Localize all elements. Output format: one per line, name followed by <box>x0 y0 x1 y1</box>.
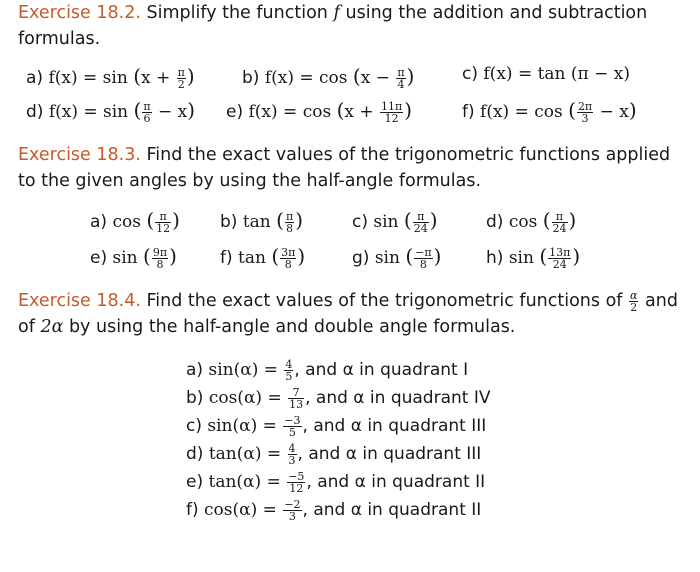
exercise-18-4-list <box>186 356 490 524</box>
list-item <box>186 468 490 496</box>
fraction <box>380 101 403 124</box>
expression-inner: x + <box>344 102 380 122</box>
right-paren: ) <box>429 208 438 232</box>
fraction <box>284 359 293 382</box>
denominator: 12 <box>287 482 305 494</box>
item-tag: f) <box>186 500 205 520</box>
expression: f(x) = tan (π − x) <box>483 64 630 84</box>
right-paren: ) <box>169 244 177 268</box>
item-h <box>486 244 580 270</box>
fraction <box>288 443 297 466</box>
numerator: 7 <box>292 385 300 399</box>
fraction <box>413 211 429 234</box>
right-paren: ) <box>433 244 442 268</box>
denominator: 8 <box>414 258 432 270</box>
fraction <box>142 101 151 124</box>
fraction <box>577 101 593 124</box>
numerator: π <box>285 209 294 223</box>
numerator: π <box>555 209 564 223</box>
expression-inner: x + <box>141 68 176 88</box>
left-paren: ( <box>336 98 345 122</box>
right-paren: ) <box>187 98 196 122</box>
item-tag: a) <box>186 360 209 380</box>
function-name: cos <box>508 212 543 232</box>
denominator: 2 <box>177 77 185 91</box>
item-g <box>352 244 441 270</box>
numerator: 11π <box>381 99 403 113</box>
expression-head: sin(α) = <box>208 360 284 380</box>
expression-head: f(x) = cos <box>248 102 337 122</box>
denominator: 24 <box>552 221 567 235</box>
item-tag: g) <box>352 248 375 268</box>
expression-head: cos(α) = <box>208 388 288 408</box>
function-name: cos <box>112 212 147 232</box>
item-tag: e) <box>186 472 209 492</box>
right-paren: ) <box>186 64 195 88</box>
expression-head: tan(α) = <box>208 472 287 492</box>
expression-inner: − x <box>594 102 629 122</box>
function-name: tan <box>238 248 272 268</box>
item-tag: d) <box>186 444 209 464</box>
function-name: sin <box>112 248 144 268</box>
item-tag: c) <box>462 64 484 84</box>
item-d <box>486 208 576 234</box>
expression-inner: − x <box>152 102 188 122</box>
right-paren: ) <box>406 64 415 88</box>
exercise-18-2-heading: Exercise 18.2. Simplify the function f using the addition and subtraction formulas. <box>18 3 648 49</box>
list-item <box>186 356 490 384</box>
denominator: 3 <box>288 453 296 467</box>
denominator: 12 <box>380 112 403 124</box>
exercise-label: Exercise 18.2. <box>18 3 141 23</box>
denominator: 8 <box>152 258 168 270</box>
function-name: sin <box>373 212 404 232</box>
denominator: 6 <box>143 111 151 125</box>
item-tag: e) <box>90 248 113 268</box>
fraction <box>152 247 168 270</box>
exercise-18-3-heading: Exercise 18.3. Find the exact values of the trigonometric functions applied to the given angles by using the half-angle formulas. <box>18 145 671 191</box>
fraction <box>155 211 171 234</box>
expression-head: f(x) = cos <box>480 102 569 122</box>
item-tag: a) <box>90 212 113 232</box>
alpha-over-2-fraction: $\frac{\alpha}{2}$ <box>630 288 638 314</box>
condition-text: , and α in quadrant III <box>297 444 482 464</box>
item-tag: b) <box>220 212 243 232</box>
fraction <box>396 67 405 90</box>
right-paren: ) <box>295 208 304 232</box>
item-a <box>26 64 195 90</box>
condition-text: , and α in quadrant III <box>302 416 487 436</box>
left-paren: ( <box>133 98 142 122</box>
numerator: π <box>159 209 167 223</box>
denominator: 12 <box>156 221 171 235</box>
item-tag: a) <box>26 68 49 88</box>
numerator: 13π <box>549 245 571 259</box>
numerator: 9π <box>152 245 168 259</box>
list-item <box>186 412 490 440</box>
left-paren: ( <box>405 244 414 268</box>
item-tag: c) <box>186 416 208 436</box>
expression-head: f(x) = cos <box>264 68 353 88</box>
left-paren: ( <box>146 208 155 232</box>
condition-text: , and α in quadrant II <box>306 472 486 492</box>
item-tag: f) <box>462 102 481 122</box>
function-name: tan <box>242 212 277 232</box>
left-paren: ( <box>143 244 151 268</box>
left-paren: ( <box>276 208 284 232</box>
exercise-label: Exercise 18.4. <box>18 291 141 311</box>
numerator: 4 <box>285 357 293 371</box>
numerator: −5 <box>288 469 305 483</box>
numerator: −π <box>415 245 432 259</box>
expression-head: sin(α) = <box>207 416 283 436</box>
right-paren: ) <box>404 98 413 122</box>
expression-head: cos(α) = <box>204 500 283 520</box>
fraction <box>283 415 301 438</box>
denominator: 5 <box>283 426 301 438</box>
function-name: sin <box>508 248 540 268</box>
item-tag: e) <box>226 102 249 122</box>
condition-text: , and α in quadrant IV <box>305 388 491 408</box>
expression-head: f(x) = sin <box>48 102 134 122</box>
item-c <box>462 64 630 84</box>
numerator: −2 <box>284 497 301 511</box>
left-paren: ( <box>352 64 361 88</box>
item-e <box>226 98 412 124</box>
item-e <box>90 244 177 270</box>
denominator: 13 <box>289 397 304 411</box>
numerator: −3 <box>284 413 301 427</box>
exercise-label: Exercise 18.3. <box>18 145 141 165</box>
item-tag: b) <box>186 388 209 408</box>
left-paren: ( <box>542 208 551 232</box>
left-paren: ( <box>539 244 548 268</box>
list-item <box>186 440 490 468</box>
numerator: 3π <box>281 245 296 259</box>
right-paren: ) <box>572 244 581 268</box>
condition-text: , and α in quadrant I <box>294 360 469 380</box>
condition-text: , and α in quadrant II <box>302 500 482 520</box>
item-f <box>220 244 305 270</box>
numerator: 2π <box>577 99 593 113</box>
item-b <box>220 208 303 234</box>
denominator: 3 <box>283 510 301 522</box>
numerator: π <box>143 99 151 113</box>
item-d <box>26 98 195 124</box>
function-name: sin <box>374 248 406 268</box>
item-c <box>352 208 438 234</box>
item-tag: d) <box>486 212 509 232</box>
left-paren: ( <box>568 98 576 122</box>
item-tag: c) <box>352 212 374 232</box>
fraction <box>552 211 568 234</box>
right-paren: ) <box>297 244 306 268</box>
fraction <box>285 211 294 234</box>
denominator: 24 <box>413 221 428 235</box>
item-f <box>462 98 637 124</box>
item-tag: d) <box>26 102 49 122</box>
exercise-18-4-heading: Exercise 18.4. Find the exact values of the trigonometric functions of $\frac{\alpha}{2}$ and of 2α by using the half-angle and double angle formulas. <box>18 288 678 337</box>
denominator: 8 <box>280 258 296 270</box>
denominator: 3 <box>577 112 593 124</box>
expression-head: tan(α) = <box>208 444 287 464</box>
item-a <box>90 208 180 234</box>
fraction <box>288 387 304 410</box>
left-paren: ( <box>271 244 280 268</box>
expression-head: f(x) = sin <box>48 68 134 88</box>
fraction <box>280 247 296 270</box>
item-tag: b) <box>242 68 265 88</box>
fraction <box>548 247 571 270</box>
item-b <box>242 64 414 90</box>
right-paren: ) <box>568 208 577 232</box>
expression-inner: x − <box>360 68 396 88</box>
denominator: 5 <box>285 369 293 383</box>
numerator: π <box>417 209 425 223</box>
item-tag: h) <box>486 248 509 268</box>
item-tag: f) <box>220 248 239 268</box>
fraction <box>414 247 432 270</box>
numerator: 4 <box>288 441 296 455</box>
fraction <box>287 471 305 494</box>
numerator: π <box>397 65 405 79</box>
numerator: π <box>177 65 185 79</box>
fraction <box>283 499 301 522</box>
denominator: 4 <box>397 77 405 91</box>
fraction <box>177 67 186 90</box>
denominator: 8 <box>286 221 294 235</box>
left-paren: ( <box>403 208 412 232</box>
list-item <box>186 384 490 412</box>
left-paren: ( <box>133 64 141 88</box>
right-paren: ) <box>172 208 180 232</box>
list-item <box>186 496 490 524</box>
right-paren: ) <box>628 98 637 122</box>
denominator: 24 <box>548 258 571 270</box>
